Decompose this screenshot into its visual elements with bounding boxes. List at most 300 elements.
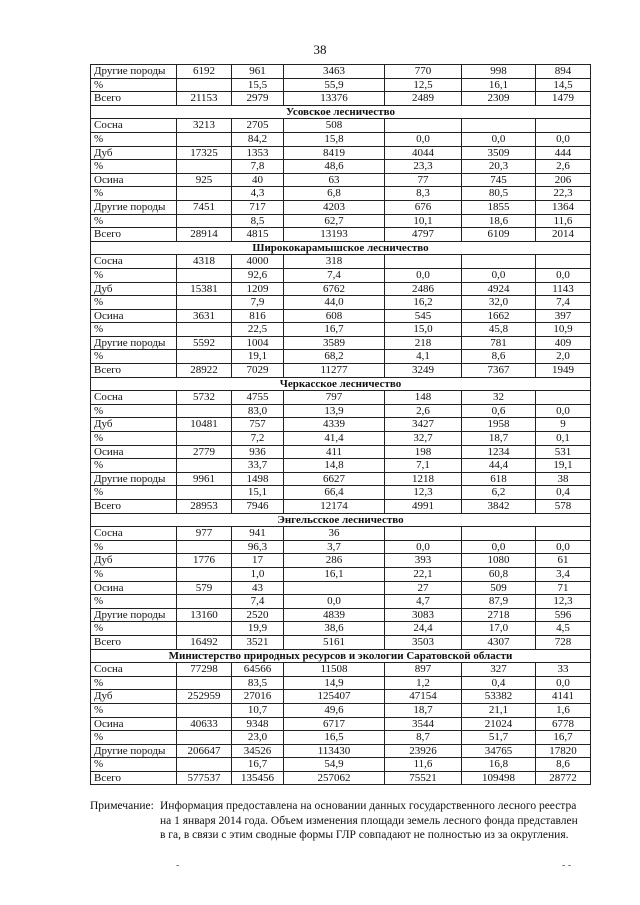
value-cell: 9961 bbox=[177, 472, 232, 486]
value-cell: 608 bbox=[284, 309, 385, 323]
value-cell: 47154 bbox=[385, 690, 462, 704]
value-cell: 5732 bbox=[177, 391, 232, 405]
value-cell: 894 bbox=[536, 65, 591, 79]
value-cell: 941 bbox=[232, 527, 284, 541]
value-cell: 16,1 bbox=[462, 78, 536, 92]
value-cell: 8,7 bbox=[385, 731, 462, 745]
value-cell: 10481 bbox=[177, 418, 232, 432]
value-cell: 28922 bbox=[177, 364, 232, 378]
value-cell: 6717 bbox=[284, 717, 385, 731]
value-cell bbox=[177, 78, 232, 92]
note-text bbox=[160, 799, 600, 843]
value-cell: 87,9 bbox=[462, 595, 536, 609]
value-cell: 4815 bbox=[232, 228, 284, 242]
row-label-cell: Всего bbox=[91, 92, 177, 106]
value-cell: 34526 bbox=[232, 744, 284, 758]
value-cell: 28914 bbox=[177, 228, 232, 242]
row-label-cell: Осина bbox=[91, 717, 177, 731]
value-cell: 1080 bbox=[462, 554, 536, 568]
value-cell: 1,2 bbox=[385, 676, 462, 690]
value-cell bbox=[177, 404, 232, 418]
value-cell bbox=[536, 391, 591, 405]
value-cell: 509 bbox=[462, 581, 536, 595]
value-cell: 40 bbox=[232, 173, 284, 187]
value-cell: 3544 bbox=[385, 717, 462, 731]
value-cell: 7,4 bbox=[284, 268, 385, 282]
table-row bbox=[91, 635, 591, 649]
value-cell: 579 bbox=[177, 581, 232, 595]
note-line: на 1 января 2014 года. Объем изменения площади земель лесного фонда представлен bbox=[160, 814, 578, 827]
value-cell: 0,0 bbox=[462, 540, 536, 554]
section-header-row bbox=[91, 241, 591, 255]
value-cell: 1353 bbox=[232, 146, 284, 160]
value-cell: 1498 bbox=[232, 472, 284, 486]
value-cell: 15,5 bbox=[232, 78, 284, 92]
value-cell: 7,2 bbox=[232, 432, 284, 446]
value-cell: 24,4 bbox=[385, 622, 462, 636]
table-row bbox=[91, 65, 591, 79]
value-cell bbox=[536, 119, 591, 133]
table-row bbox=[91, 296, 591, 310]
value-cell: 44,0 bbox=[284, 296, 385, 310]
row-label-cell: Дуб bbox=[91, 282, 177, 296]
value-cell: 38 bbox=[536, 472, 591, 486]
value-cell: 728 bbox=[536, 635, 591, 649]
value-cell: 22,5 bbox=[232, 323, 284, 337]
value-cell: 545 bbox=[385, 309, 462, 323]
table-row bbox=[91, 771, 591, 785]
table-row bbox=[91, 731, 591, 745]
value-cell bbox=[177, 214, 232, 228]
value-cell: 0,0 bbox=[385, 268, 462, 282]
value-cell: 1855 bbox=[462, 200, 536, 214]
value-cell: 4,1 bbox=[385, 350, 462, 364]
value-cell: 36 bbox=[284, 527, 385, 541]
value-cell bbox=[385, 119, 462, 133]
row-label-cell: % bbox=[91, 296, 177, 310]
row-label-cell: Всего bbox=[91, 364, 177, 378]
value-cell: 6109 bbox=[462, 228, 536, 242]
value-cell: 4307 bbox=[462, 635, 536, 649]
row-label-cell: Всего bbox=[91, 771, 177, 785]
value-cell: 3509 bbox=[462, 146, 536, 160]
value-cell: 2520 bbox=[232, 608, 284, 622]
table-row bbox=[91, 282, 591, 296]
value-cell: 77 bbox=[385, 173, 462, 187]
value-cell: 0,6 bbox=[462, 404, 536, 418]
value-cell: 16492 bbox=[177, 635, 232, 649]
table-row bbox=[91, 663, 591, 677]
table-row bbox=[91, 336, 591, 350]
row-label-cell: % bbox=[91, 595, 177, 609]
row-label-cell: Осина bbox=[91, 173, 177, 187]
table-row bbox=[91, 214, 591, 228]
value-cell: 15,0 bbox=[385, 323, 462, 337]
value-cell: 2,0 bbox=[536, 350, 591, 364]
value-cell bbox=[385, 255, 462, 269]
table-row bbox=[91, 146, 591, 160]
value-cell: 54,9 bbox=[284, 758, 385, 772]
table-row bbox=[91, 350, 591, 364]
value-cell: 4141 bbox=[536, 690, 591, 704]
table-row bbox=[91, 703, 591, 717]
value-cell bbox=[177, 323, 232, 337]
value-cell: 27016 bbox=[232, 690, 284, 704]
row-label-cell: % bbox=[91, 731, 177, 745]
value-cell: 327 bbox=[462, 663, 536, 677]
value-cell: 1209 bbox=[232, 282, 284, 296]
section-title: Министерство природных ресурсов и экологии Саратовской области bbox=[91, 649, 591, 663]
value-cell: 63 bbox=[284, 173, 385, 187]
value-cell: 8,6 bbox=[536, 758, 591, 772]
value-cell: 411 bbox=[284, 445, 385, 459]
value-cell: 745 bbox=[462, 173, 536, 187]
table-row bbox=[91, 309, 591, 323]
forest-stock-table bbox=[90, 64, 591, 785]
value-cell: 508 bbox=[284, 119, 385, 133]
value-cell: 113430 bbox=[284, 744, 385, 758]
value-cell: 32 bbox=[462, 391, 536, 405]
row-label-cell: % bbox=[91, 540, 177, 554]
row-label-cell: % bbox=[91, 703, 177, 717]
value-cell: 109498 bbox=[462, 771, 536, 785]
table-row bbox=[91, 200, 591, 214]
value-cell: 3503 bbox=[385, 635, 462, 649]
value-cell: 4839 bbox=[284, 608, 385, 622]
value-cell bbox=[462, 527, 536, 541]
row-label-cell: Всего bbox=[91, 500, 177, 514]
value-cell: 781 bbox=[462, 336, 536, 350]
row-label-cell: Осина bbox=[91, 309, 177, 323]
value-cell: 797 bbox=[284, 391, 385, 405]
value-cell: 48,6 bbox=[284, 160, 385, 174]
value-cell: 16,7 bbox=[284, 323, 385, 337]
value-cell: 49,6 bbox=[284, 703, 385, 717]
table-row bbox=[91, 567, 591, 581]
value-cell: 14,8 bbox=[284, 459, 385, 473]
row-label-cell: % bbox=[91, 268, 177, 282]
value-cell: 7,1 bbox=[385, 459, 462, 473]
value-cell bbox=[177, 296, 232, 310]
value-cell: 17820 bbox=[536, 744, 591, 758]
value-cell: 0,4 bbox=[536, 486, 591, 500]
value-cell: 12,5 bbox=[385, 78, 462, 92]
scan-mark-right: - - bbox=[562, 860, 572, 871]
value-cell: 32,0 bbox=[462, 296, 536, 310]
value-cell: 16,1 bbox=[284, 567, 385, 581]
table-row bbox=[91, 173, 591, 187]
value-cell: 84,2 bbox=[232, 132, 284, 146]
table-row bbox=[91, 717, 591, 731]
row-label-cell: Другие породы bbox=[91, 472, 177, 486]
table-row bbox=[91, 132, 591, 146]
value-cell: 17325 bbox=[177, 146, 232, 160]
value-cell: 409 bbox=[536, 336, 591, 350]
value-cell: 18,7 bbox=[385, 703, 462, 717]
table-row bbox=[91, 581, 591, 595]
value-cell: 2486 bbox=[385, 282, 462, 296]
value-cell: 7,9 bbox=[232, 296, 284, 310]
value-cell: 62,7 bbox=[284, 214, 385, 228]
row-label-cell: Осина bbox=[91, 445, 177, 459]
value-cell: 28953 bbox=[177, 500, 232, 514]
value-cell: 0,0 bbox=[385, 132, 462, 146]
value-cell bbox=[177, 595, 232, 609]
value-cell: 3842 bbox=[462, 500, 536, 514]
value-cell: 4797 bbox=[385, 228, 462, 242]
value-cell: 2718 bbox=[462, 608, 536, 622]
table-row bbox=[91, 459, 591, 473]
value-cell: 15381 bbox=[177, 282, 232, 296]
value-cell: 32,7 bbox=[385, 432, 462, 446]
value-cell: 8,5 bbox=[232, 214, 284, 228]
value-cell: 6627 bbox=[284, 472, 385, 486]
value-cell: 0,0 bbox=[536, 132, 591, 146]
value-cell bbox=[177, 350, 232, 364]
value-cell: 6192 bbox=[177, 65, 232, 79]
value-cell: 75521 bbox=[385, 771, 462, 785]
value-cell: 4339 bbox=[284, 418, 385, 432]
value-cell: 998 bbox=[462, 65, 536, 79]
value-cell: 125407 bbox=[284, 690, 385, 704]
value-cell: 7,4 bbox=[536, 296, 591, 310]
row-label-cell: Сосна bbox=[91, 255, 177, 269]
value-cell: 531 bbox=[536, 445, 591, 459]
value-cell: 577537 bbox=[177, 771, 232, 785]
value-cell: 71 bbox=[536, 581, 591, 595]
row-label-cell: Всего bbox=[91, 635, 177, 649]
value-cell: 4000 bbox=[232, 255, 284, 269]
value-cell: 22,1 bbox=[385, 567, 462, 581]
value-cell: 1218 bbox=[385, 472, 462, 486]
value-cell: 21024 bbox=[462, 717, 536, 731]
value-cell: 10,1 bbox=[385, 214, 462, 228]
table-row bbox=[91, 486, 591, 500]
table-row bbox=[91, 404, 591, 418]
row-label-cell: % bbox=[91, 432, 177, 446]
table-row bbox=[91, 554, 591, 568]
value-cell: 2489 bbox=[385, 92, 462, 106]
value-cell: 4924 bbox=[462, 282, 536, 296]
value-cell: 286 bbox=[284, 554, 385, 568]
value-cell: 9 bbox=[536, 418, 591, 432]
value-cell: 83,5 bbox=[232, 676, 284, 690]
table-row bbox=[91, 608, 591, 622]
value-cell: 18,7 bbox=[462, 432, 536, 446]
section-header-row bbox=[91, 649, 591, 663]
value-cell: 1004 bbox=[232, 336, 284, 350]
value-cell: 1143 bbox=[536, 282, 591, 296]
value-cell: 68,2 bbox=[284, 350, 385, 364]
value-cell: 4044 bbox=[385, 146, 462, 160]
value-cell: 7451 bbox=[177, 200, 232, 214]
value-cell bbox=[177, 731, 232, 745]
value-cell: 1234 bbox=[462, 445, 536, 459]
value-cell: 53382 bbox=[462, 690, 536, 704]
value-cell: 16,5 bbox=[284, 731, 385, 745]
value-cell: 12,3 bbox=[385, 486, 462, 500]
value-cell: 40633 bbox=[177, 717, 232, 731]
value-cell: 717 bbox=[232, 200, 284, 214]
value-cell bbox=[284, 581, 385, 595]
value-cell: 96,3 bbox=[232, 540, 284, 554]
value-cell: 61 bbox=[536, 554, 591, 568]
value-cell: 21153 bbox=[177, 92, 232, 106]
section-title: Энгельсское лесничество bbox=[91, 513, 591, 527]
value-cell: 7029 bbox=[232, 364, 284, 378]
row-label-cell: % bbox=[91, 622, 177, 636]
value-cell: 3589 bbox=[284, 336, 385, 350]
value-cell: 4,3 bbox=[232, 187, 284, 201]
value-cell: 55,9 bbox=[284, 78, 385, 92]
value-cell: 596 bbox=[536, 608, 591, 622]
row-label-cell: % bbox=[91, 132, 177, 146]
value-cell: 7946 bbox=[232, 500, 284, 514]
value-cell bbox=[177, 540, 232, 554]
value-cell: 11508 bbox=[284, 663, 385, 677]
value-cell: 11277 bbox=[284, 364, 385, 378]
row-label-cell: % bbox=[91, 486, 177, 500]
value-cell: 6,8 bbox=[284, 187, 385, 201]
value-cell: 897 bbox=[385, 663, 462, 677]
value-cell: 1364 bbox=[536, 200, 591, 214]
value-cell: 148 bbox=[385, 391, 462, 405]
value-cell: 977 bbox=[177, 527, 232, 541]
table-row bbox=[91, 744, 591, 758]
value-cell: 3249 bbox=[385, 364, 462, 378]
value-cell: 20,3 bbox=[462, 160, 536, 174]
value-cell: 2,6 bbox=[536, 160, 591, 174]
value-cell: 676 bbox=[385, 200, 462, 214]
row-label-cell: % bbox=[91, 78, 177, 92]
value-cell: 3427 bbox=[385, 418, 462, 432]
row-label-cell: % bbox=[91, 676, 177, 690]
value-cell: 1776 bbox=[177, 554, 232, 568]
value-cell bbox=[177, 160, 232, 174]
value-cell bbox=[177, 676, 232, 690]
value-cell: 28772 bbox=[536, 771, 591, 785]
value-cell: 3521 bbox=[232, 635, 284, 649]
value-cell: 9348 bbox=[232, 717, 284, 731]
value-cell: 33 bbox=[536, 663, 591, 677]
row-label-cell: % bbox=[91, 214, 177, 228]
value-cell: 0,0 bbox=[385, 540, 462, 554]
value-cell: 33,7 bbox=[232, 459, 284, 473]
section-title: Черкасское лесничество bbox=[91, 377, 591, 391]
value-cell: 16,2 bbox=[385, 296, 462, 310]
value-cell: 60,8 bbox=[462, 567, 536, 581]
value-cell: 1958 bbox=[462, 418, 536, 432]
value-cell: 6,2 bbox=[462, 486, 536, 500]
row-label-cell: Сосна bbox=[91, 527, 177, 541]
value-cell: 8,3 bbox=[385, 187, 462, 201]
value-cell: 7,8 bbox=[232, 160, 284, 174]
row-label-cell: Дуб bbox=[91, 146, 177, 160]
table-row bbox=[91, 160, 591, 174]
value-cell: 4755 bbox=[232, 391, 284, 405]
value-cell: 8419 bbox=[284, 146, 385, 160]
row-label-cell: Другие породы bbox=[91, 744, 177, 758]
table-row bbox=[91, 540, 591, 554]
value-cell: 5161 bbox=[284, 635, 385, 649]
value-cell bbox=[177, 486, 232, 500]
value-cell: 135456 bbox=[232, 771, 284, 785]
value-cell: 80,5 bbox=[462, 187, 536, 201]
value-cell bbox=[177, 432, 232, 446]
value-cell: 3,7 bbox=[284, 540, 385, 554]
value-cell: 252959 bbox=[177, 690, 232, 704]
value-cell bbox=[177, 459, 232, 473]
value-cell: 1479 bbox=[536, 92, 591, 106]
value-cell: 936 bbox=[232, 445, 284, 459]
value-cell: 44,4 bbox=[462, 459, 536, 473]
value-cell: 13160 bbox=[177, 608, 232, 622]
value-cell: 0,0 bbox=[536, 404, 591, 418]
value-cell: 0,0 bbox=[462, 132, 536, 146]
row-label-cell: % bbox=[91, 758, 177, 772]
value-cell: 757 bbox=[232, 418, 284, 432]
row-label-cell: % bbox=[91, 323, 177, 337]
value-cell: 961 bbox=[232, 65, 284, 79]
table-body bbox=[91, 65, 591, 785]
value-cell: 2779 bbox=[177, 445, 232, 459]
value-cell: 0,0 bbox=[536, 268, 591, 282]
value-cell: 444 bbox=[536, 146, 591, 160]
value-cell: 41,4 bbox=[284, 432, 385, 446]
value-cell: 6778 bbox=[536, 717, 591, 731]
value-cell: 770 bbox=[385, 65, 462, 79]
table-row bbox=[91, 268, 591, 282]
table-row bbox=[91, 595, 591, 609]
value-cell: 0,0 bbox=[462, 268, 536, 282]
value-cell: 13376 bbox=[284, 92, 385, 106]
value-cell: 19,1 bbox=[536, 459, 591, 473]
value-cell: 4203 bbox=[284, 200, 385, 214]
value-cell: 0,0 bbox=[284, 595, 385, 609]
value-cell: 7367 bbox=[462, 364, 536, 378]
value-cell: 14,9 bbox=[284, 676, 385, 690]
value-cell: 3463 bbox=[284, 65, 385, 79]
value-cell: 51,7 bbox=[462, 731, 536, 745]
value-cell: 10,7 bbox=[232, 703, 284, 717]
value-cell: 45,8 bbox=[462, 323, 536, 337]
value-cell: 1,0 bbox=[232, 567, 284, 581]
value-cell: 2,6 bbox=[385, 404, 462, 418]
value-cell: 618 bbox=[462, 472, 536, 486]
value-cell: 66,4 bbox=[284, 486, 385, 500]
value-cell: 12174 bbox=[284, 500, 385, 514]
table-row bbox=[91, 255, 591, 269]
value-cell: 578 bbox=[536, 500, 591, 514]
value-cell: 18,6 bbox=[462, 214, 536, 228]
section-title: Усовское лесничество bbox=[91, 105, 591, 119]
value-cell: 23,3 bbox=[385, 160, 462, 174]
value-cell bbox=[177, 132, 232, 146]
value-cell: 14,5 bbox=[536, 78, 591, 92]
value-cell bbox=[177, 758, 232, 772]
value-cell: 77298 bbox=[177, 663, 232, 677]
row-label-cell: Дуб bbox=[91, 418, 177, 432]
table-row bbox=[91, 228, 591, 242]
value-cell: 4,7 bbox=[385, 595, 462, 609]
value-cell: 13193 bbox=[284, 228, 385, 242]
value-cell: 15,8 bbox=[284, 132, 385, 146]
value-cell: 257062 bbox=[284, 771, 385, 785]
table-row bbox=[91, 364, 591, 378]
row-label-cell: Сосна bbox=[91, 663, 177, 677]
value-cell: 5592 bbox=[177, 336, 232, 350]
value-cell bbox=[177, 187, 232, 201]
